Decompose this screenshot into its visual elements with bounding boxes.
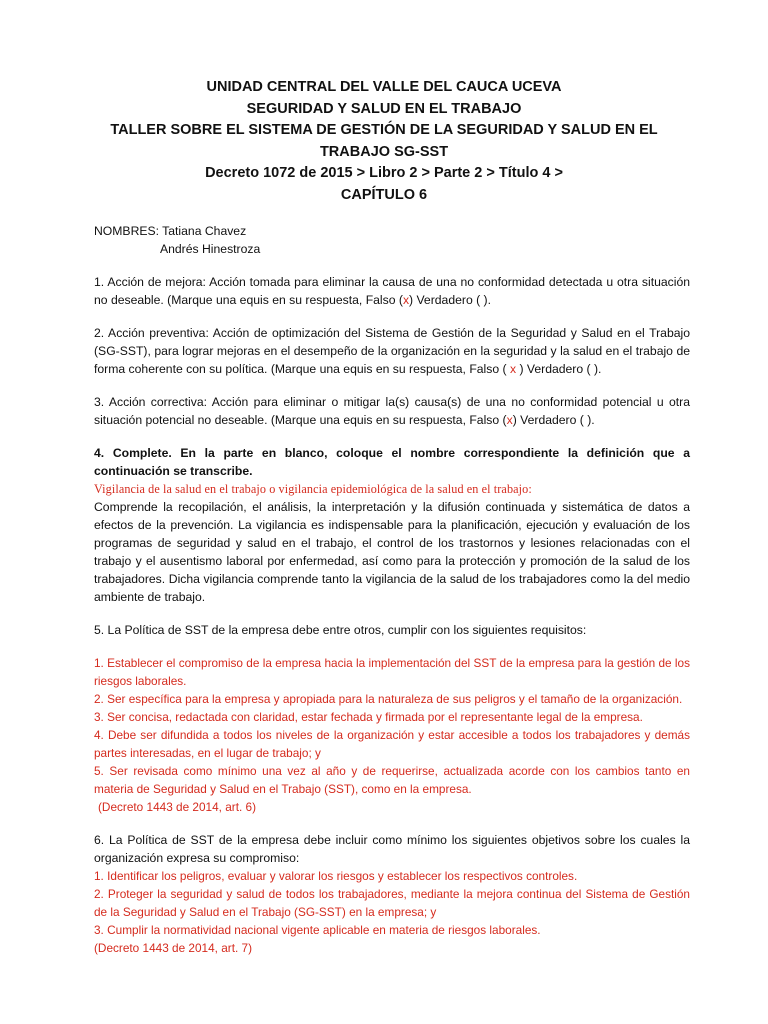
list-item: 3. Cumplir la normatividad nacional vigente aplicable en materia de riesgos laborales. — [94, 923, 541, 937]
workshop-title-cont: TRABAJO SG-SST — [319, 143, 449, 160]
list-item: 5. Ser revisada como mínimo una vez al año y de requerirse, actualizada acorde con los cambios tanto en materia de Seguridad y Salud en el Trabajo (SST), como en la empresa. — [94, 764, 690, 796]
list-item: 4. Debe ser difundida a todos los niveles de la organización y estar accesible a todos los trabajadores y demás partes interesadas, en el lugar de trabajo; y — [94, 728, 690, 760]
list-item: 1. Establecer el compromiso de la empresa hacia la implementación del SST de la empresa para la gestión de los riesgos laborales. — [94, 656, 690, 688]
question-2-answer-mark: x — [506, 362, 520, 376]
second-name: Andrés Hinestroza — [160, 242, 261, 256]
workshop-title: TALLER SOBRE EL SISTEMA DE GESTIÓN DE LA SEGURIDAD Y SALUD EN EL — [110, 122, 658, 138]
question-2-text: 2. Acción preventiva: Acción de optimización del Sistema de Gestión de la Seguridad y Salud en el Trabajo (SG-SST), para lograr mejoras en el desempeño de la organización en la seguridad y la salud en el trabajo de forma coherente con su política. (Marque una equis en su respuesta, Falso ( — [94, 326, 690, 376]
question-4-answer: Vigilancia de la salud en el trabajo o vigilancia epidemiológica de la salud en el trabajo: — [94, 482, 532, 496]
question-6-answer-list — [94, 867, 690, 957]
question-2-end: ) Verdadero ( ). — [519, 362, 602, 376]
question-5-reference: (Decreto 1443 de 2014, art. 6) — [98, 800, 257, 814]
question-3 — [94, 393, 690, 429]
names-line: NOMBRES: Tatiana Chavez — [94, 224, 247, 238]
question-2 — [94, 324, 690, 378]
question-1-answer-mark: x — [402, 293, 410, 307]
list-item: 3. Ser concisa, redactada con claridad, estar fechada y firmada por el representante legal de la empresa. — [94, 710, 643, 724]
course-title: SEGURIDAD Y SALUD EN EL TRABAJO — [246, 100, 522, 117]
names-block — [94, 222, 690, 258]
question-6-reference: (Decreto 1443 de 2014, art. 7) — [94, 941, 253, 955]
document-body — [94, 222, 690, 957]
question-3-answer-mark: x — [506, 413, 513, 427]
question-1 — [94, 273, 690, 309]
question-5-answer-list — [94, 654, 690, 816]
list-item: 2. Ser específica para la empresa y apropiada para la naturaleza de sus peligros y el tamaño de la organización. — [94, 692, 683, 706]
institution-title: UNIDAD CENTRAL DEL VALLE DEL CAUCA UCEVA — [206, 79, 562, 95]
list-item: 1. Identificar los peligros, evaluar y valorar los riesgos y establecer los respectivos controles. — [94, 869, 578, 883]
question-5-title: 5. La Política de SST de la empresa debe entre otros, cumplir con los siguientes requisitos: — [94, 623, 587, 637]
decree-path: Decreto 1072 de 2015 > Libro 2 > Parte 2 > Título 4 > — [205, 165, 563, 181]
question-3-text: 3. Acción correctiva: Acción para eliminar o mitigar la(s) causa(s) de una no conformidad potencial u otra situación potencial no deseable. (Marque una equis en su respuesta, Falso ( — [94, 395, 690, 427]
document-header — [0, 77, 768, 206]
chapter-title: CAPÍTULO 6 — [340, 186, 428, 203]
question-4-instruction: 4. Complete. En la parte en blanco, coloque el nombre correspondiente la definición que a continuación se transcribe. — [94, 446, 690, 478]
question-1-end: ) Verdadero ( ). — [409, 293, 491, 307]
question-3-end: ) Verdadero ( ). — [512, 413, 595, 427]
question-1-text: 1. Acción de mejora: Acción tomada para eliminar la causa de una no conformidad detectada u otra situación no deseable. (Marque una equis en su respuesta, Falso ( — [94, 275, 690, 307]
question-4-definition: Comprende la recopilación, el análisis, la interpretación y la difusión continuada y sistemática de datos a efectos de la prevención. La vigilancia es indispensable para la planificación, ejecución y evaluación de los programas de seguridad y salud en el trabajo, el control de los trastornos y lesiones relacionadas con el trabajo y el ausentismo laboral por enfermedad, así como para la protección y promoción de la salud de los trabajadores. Dicha vigilancia comprende tanto la vigilancia de la salud de los trabajadores como la del medio ambiente de trabajo. — [94, 500, 690, 604]
list-item: 2. Proteger la seguridad y salud de todos los trabajadores, mediante la mejora continua del Sistema de Gestión de la Seguridad y Salud en el Trabajo (SG-SST) en la empresa; y — [94, 887, 690, 919]
question-6-title: 6. La Política de SST de la empresa debe incluir como mínimo los siguientes objetivos sobre los cuales la organización expresa su compromiso: — [94, 833, 690, 865]
